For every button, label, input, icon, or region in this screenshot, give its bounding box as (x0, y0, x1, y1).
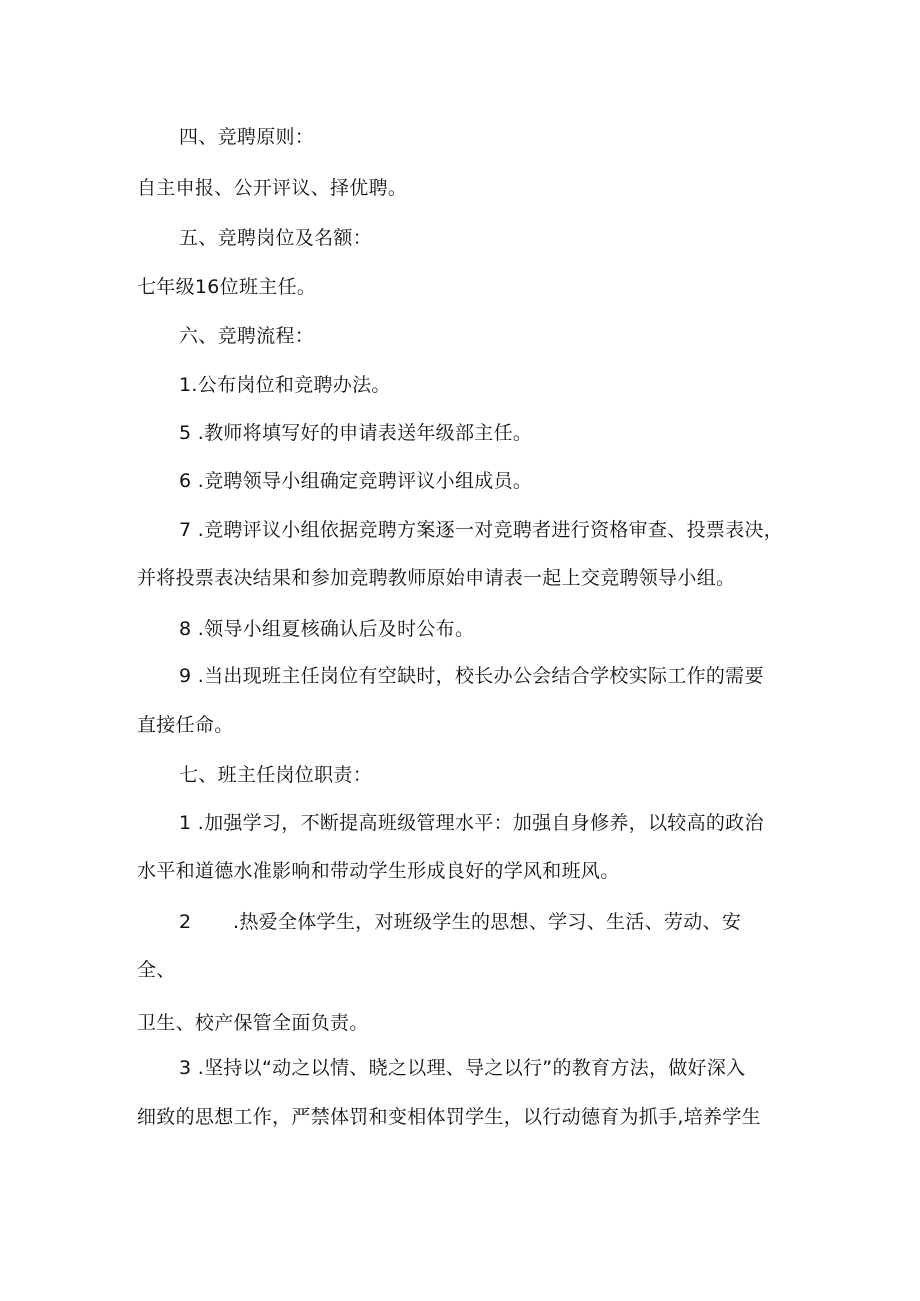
list-item-continuation: 水平和道德水准影响和带动学生形成良好的学风和班风。 (137, 860, 620, 882)
list-item-continuation: 并将投票表决结果和参加竞聘教师原始申请表一起上交竞聘领导小组。 (137, 567, 736, 589)
list-item: 6 .竞聘领导小组确定竞聘评议小组成员。 (179, 470, 533, 492)
paragraph: 自主申报、公开评议、择优聘。 (137, 177, 408, 199)
list-item: 9 .当出现班主任岗位有空缺时，校长办公会结合学校实际工作的需要 (179, 665, 764, 687)
list-item: 3 .坚持以“动之以情、晓之以理、导之以行”的教育方法，做好深入 (179, 1057, 746, 1079)
list-item-continuation: 细致的思想工作，严禁体罚和变相体罚学生，以行动德育为抓手,培养学生 (137, 1106, 761, 1128)
heading-principles: 四、竞聘原则： (179, 126, 315, 148)
list-item-continuation: 卫生、校产保管全面负责。 (137, 1012, 369, 1034)
paragraph: 七年级16位班主任。 (137, 276, 317, 298)
heading-duties: 七、班主任岗位职责： (179, 764, 373, 786)
list-item-continuation: 直接任命。 (137, 714, 234, 736)
list-number: 2 (179, 911, 192, 933)
list-item: 5 .教师将填写好的申请表送年级部主任。 (179, 422, 533, 444)
heading-positions: 五、竞聘岗位及名额： (179, 227, 373, 249)
list-item: 8 .领导小组夏核确认后及时公布。 (179, 618, 475, 640)
list-item: 1 .加强学习，不断提高班级管理水平：加强自身修养，以较高的政治 (179, 812, 764, 834)
list-item-text: .热爱全体学生，对班级学生的思想、学习、生活、劳动、安 (233, 911, 742, 933)
list-item: 1.公布岗位和竞聘办法。 (179, 374, 391, 396)
heading-process: 六、竞聘流程： (179, 325, 315, 347)
list-item: 7 .竞聘评议小组依据竞聘方案逐一对竞聘者进行资格审查、投票表决， (179, 519, 784, 541)
list-item (179, 910, 741, 934)
list-item-continuation: 全、 (137, 959, 176, 981)
